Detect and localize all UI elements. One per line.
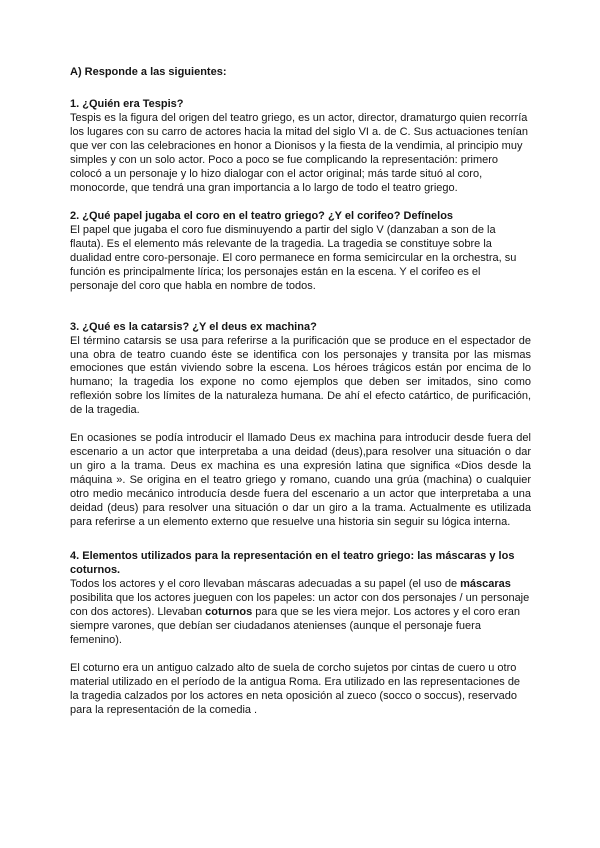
text-run: posibilita que los actores jueguen con los papeles: un actor con dos personajes / un personaje con dos actores). Llevaban [70,592,530,618]
question-paragraph: El coturno era un antiguo calzado alto de suela de corcho sujetos por cintas de cuero u otro material utilizado en el período de la antigua Roma. Era utilizado en las representaciones de la tragedia calzados por los actores en neta oposición al zueco (socco o soccus), reservado para la representación de la comedia . [70,661,521,716]
question-title: 2. ¿Qué papel jugaba el coro en el teatro griego? ¿Y el corifeo? Defínelos [70,209,454,222]
question-paragraph: En ocasiones se podía introducir el llamado Deus ex machina para introducir desde fuera del escenario a un actor que interpretaba a una deidad (deus),para resolver una situación o dar un giro a la trama. Deus ex machina es una expresión latina que significa «Dios desde la máquina ». Se origina en el teatro griego y romano, cuando una grúa (machina) o cualquier otro medio mecánico introducía desde fuera del escenario a un actor que interpretaba a una deidad (deus) para resolver una situación o dar un giro a la trama. Actualmente es utilizada para referirse a un elemento externo que resuelve una historia sin seguir su lógica interna. [70,432,531,529]
question-section-1 [70,98,531,196]
question-title: 3. ¿Qué es la catarsis? ¿Y el deus ex machina? [70,320,317,333]
question-paragraph: El papel que jugaba el coro fue disminuyendo a partir del siglo V (danzaban a son de la flauta). Es el elemento más relevante de la tragedia. La tragedia se constituye sobre la dualidad entre coro-personaje. El coro permanece en forma semicircular en la orchestra, su función es principalmente lírica; los personajes están en la escena. Y el corifeo es el personaje del coro que habla en nombre de todos. [70,223,517,292]
question-title: 1. ¿Quién era Tespis? [70,97,184,110]
bold-text-run: coturnos [205,606,253,618]
question-section-2 [70,210,531,294]
text-run: para que se les viera mejor. Los actores y el coro eran siempre varones, que debían ser ciudadanos atenienses (aunque el personaje fuera femenino). [70,606,521,646]
bold-text-run: máscaras [460,578,511,591]
question-paragraph: El término catarsis se usa para referirse a la purificación que se produce en el espectador de una obra de teatro cuando éste se identifica con los personajes y transita por las mismas emociones que están viviendo sobre la escena. Los héroes trágicos están por encima de lo humano; la tragedia los expone no como ejemplos que deben ser imitados, sino como reflexión sobre los límites de la naturaleza humana. De ahí el efecto catártico, de purificación, de la tragedia. [70,334,531,417]
document-heading: A) Responde a las siguientes: [70,66,227,78]
question-paragraph: Tespis es la figura del origen del teatro griego, es un actor, director, dramaturgo quien recorría los lugares con su carro de actores hacia la mitad del siglo VI a. de C. Sus actuaciones tenían que ver con las celebraciones en honor a Dionisos y la fiesta de la vendimia, al principio muy simples y con un solo actor. Poco a poco se fue complicando la representación: primero colocó a un personaje y lo hizo dialogar con el actor original; más tarde situó al coro, monocorde, que tendrá una gran importancia a lo largo de todo el teatro griego. [70,111,528,194]
question-title: 4. Elementos utilizados para la representación en el teatro griego: las máscaras y los coturnos. [70,550,515,577]
text-run: Todos los actores y el coro llevaban máscaras adecuadas a su papel (el uso de [70,578,461,591]
question-section-4 [70,550,531,718]
question-section-3 [70,321,531,531]
question-paragraph [70,578,531,648]
